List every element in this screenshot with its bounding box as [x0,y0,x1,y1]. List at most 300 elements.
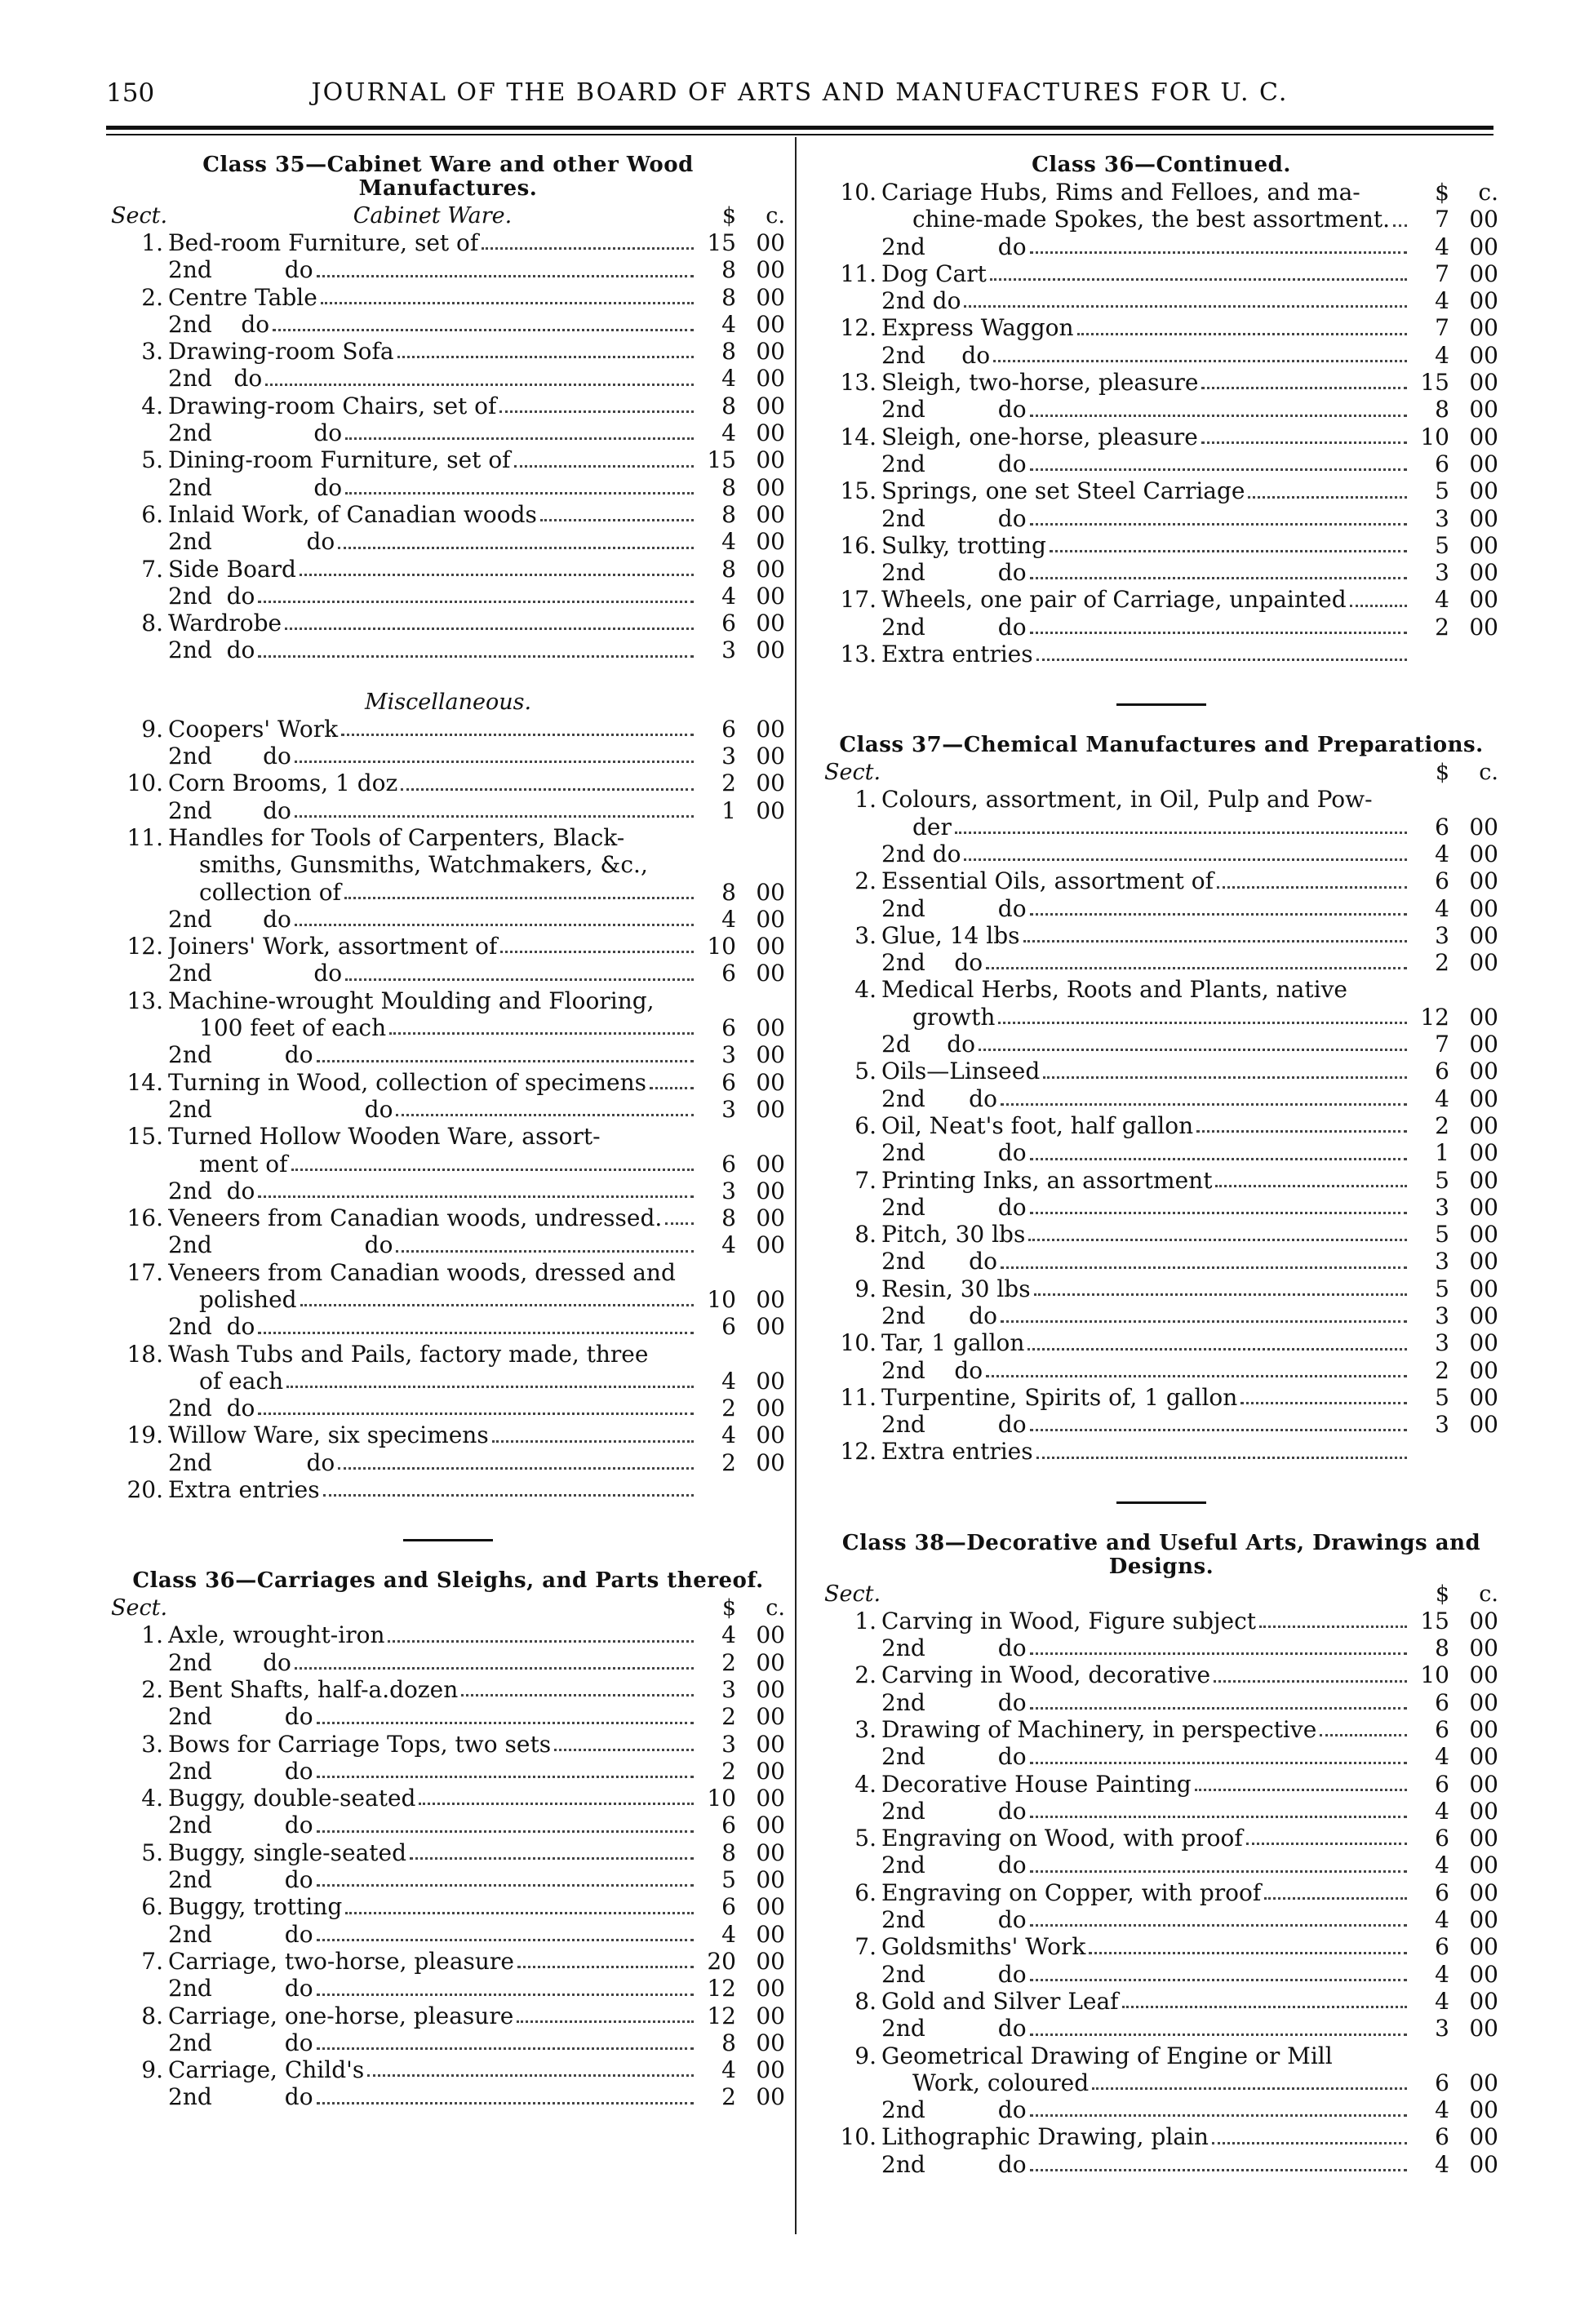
dot-leader [321,302,694,304]
dot-leader [1030,1924,1407,1927]
prize-cents: 00 [1469,2123,1498,2151]
prize-cents: 00 [756,229,785,256]
entry-description [168,284,697,311]
prize-dollars: 10 [707,933,736,960]
entry-text: Bows for Carriage Tops, two sets [168,1730,552,1758]
entry-text: 2nd do [168,1757,313,1785]
dot-leader [1001,1103,1407,1106]
entry-number: 19. [126,1421,163,1449]
dot-leader [1030,251,1407,254]
dot-leader [258,655,694,658]
entry-description [168,879,697,906]
prize-dollars: 6 [1435,1058,1449,1085]
prize-dollars: 4 [721,1621,736,1649]
column-divider [795,137,797,2234]
prize-dollars: 3 [1435,1302,1449,1329]
entry-description [168,2029,697,2056]
prize-cents: 00 [756,446,785,474]
entry-description [881,1689,1410,1716]
dot-leader [1030,1707,1407,1710]
table-row [111,1948,785,1975]
entry-number: 10. [126,769,163,797]
entry-number: 7. [854,1166,877,1194]
prize-dollars: 4 [721,582,736,610]
entry-description [881,314,1410,341]
entry-description [881,1112,1410,1139]
prize-dollars: 2 [1435,613,1449,641]
prize-cents: 00 [756,1204,785,1232]
dot-leader [1030,1870,1407,1873]
entry-text: Extra entries [881,641,1033,668]
entry-text: Extra entries [168,1476,320,1504]
entry-description [168,1341,697,1368]
prize-dollars: 8 [721,283,736,311]
table-row [824,2123,1498,2150]
entry-text: chine-made Spokes, the best assortment. [912,206,1391,233]
entry-description [168,474,697,501]
entry-description [881,2069,1410,2096]
entry-number: 16. [840,531,877,559]
entry-description [881,2042,1410,2069]
prize-cents: 00 [1469,1139,1498,1167]
entry-description [168,797,697,824]
table-row [824,1275,1498,1302]
dot-leader [345,492,694,495]
prize-cents: 00 [1469,1987,1498,2015]
entry-text: ment of [199,1150,288,1178]
table-row [111,229,785,256]
table-row [111,365,785,392]
entry-number: 8. [141,610,163,637]
table-row [111,1259,785,1286]
prize-cents: 00 [1469,2150,1498,2178]
entry-description [168,1649,697,1676]
table-row [111,1476,785,1503]
dot-leader [1023,940,1407,942]
entry-text: 2nd do [881,1356,983,1384]
dot-leader [986,967,1407,969]
entry-description [168,1921,697,1948]
dot-leader [1393,224,1407,227]
table-row [824,505,1498,532]
dot-leader [317,1776,694,1778]
prize-cents: 00 [1469,1743,1498,1771]
prize-cents: 00 [1469,1221,1498,1248]
table-row [824,1634,1498,1661]
prize-dollars: 3 [721,1177,736,1204]
header-subtitle [881,1581,1410,1608]
entry-description [881,1879,1410,1906]
entry-description [881,1988,1410,2015]
dot-leader [317,1830,694,1833]
entry-description [881,840,1410,867]
dot-leader [1195,1789,1407,1791]
prize-dollars: 4 [1435,1084,1449,1112]
entry-text: 2nd do [168,473,343,501]
table-row [111,1893,785,1920]
prize-dollars: 15 [707,229,736,256]
prize-dollars: 4 [721,905,736,933]
prize-dollars: 6 [1435,1825,1449,1852]
entry-description [168,1096,697,1123]
prize-cents: 00 [1469,1084,1498,1112]
prize-cents: 00 [1469,259,1498,287]
entry-text: Sulky, trotting [881,531,1046,559]
prize-cents: 00 [756,500,785,528]
prize-cents: 00 [1469,921,1498,949]
dot-leader [344,897,694,899]
dot-leader [295,1667,694,1670]
dot-leader [1030,523,1407,526]
dot-leader [273,329,694,331]
table-row [824,1167,1498,1194]
entry-number: 9. [854,1275,877,1302]
dot-leader [401,788,694,791]
prize-cents: 00 [756,1285,785,1313]
table-row [111,1341,785,1368]
dot-leader [1030,468,1407,471]
entry-description [881,867,1410,894]
entry-text: Drawing of Machinery, in perspective [881,1715,1317,1743]
prize-dollars: 2 [1435,1356,1449,1384]
entry-text: of each [199,1367,284,1395]
table-row [111,1758,785,1785]
table-row [824,179,1498,206]
prize-dollars: 3 [721,1041,736,1069]
dot-leader [1027,1348,1407,1350]
prize-dollars: 4 [721,365,736,393]
entry-text: 2nd do [168,1231,393,1259]
entry-description [168,1041,697,1068]
table-row [111,1866,785,1893]
entry-description [168,583,697,610]
entry-number: 7. [854,1933,877,1961]
table-row [824,2069,1498,2096]
running-head: JOURNAL OF THE BOARD OF ARTS AND MANUFACTURES FOR U. C. [311,78,1289,107]
entry-number: 10. [840,1329,877,1357]
dot-leader [317,1939,694,1941]
entry-description [168,338,697,365]
dot-leader [345,978,694,981]
entry-text: 2nd do [881,1688,1027,1716]
table-row [824,1302,1498,1329]
entry-number: 4. [854,1770,877,1798]
prize-cents: 00 [1469,840,1498,867]
entry-description [168,769,697,796]
dot-leader [345,437,694,440]
right-column [824,153,1498,2178]
prize-cents: 00 [1469,1661,1498,1689]
entry-text: 2nd do [168,743,291,770]
entry-text: 2nd do [168,1812,313,1839]
entry-number: 2. [854,1661,877,1689]
table-row [824,1004,1498,1031]
entry-description [881,1058,1410,1084]
prize-dollars: 15 [1420,1607,1449,1634]
entry-number: 20. [126,1476,163,1504]
prize-cents: 00 [1469,894,1498,922]
table-row [111,960,785,987]
prize-dollars: 8 [721,500,736,528]
entry-text: Decorative House Painting [881,1770,1192,1798]
entry-text: Veneers from Canadian woods, dressed and [168,1258,676,1286]
entry-description [168,311,697,338]
header-sect: Sect. [824,1581,881,1607]
dot-leader [341,734,694,736]
entry-text: 2nd do [881,1743,1027,1771]
header-sect: Sect. [824,760,881,786]
entry-text: Carving in Wood, Figure subject [881,1607,1257,1634]
entry-text: 2nd do [881,1906,1027,1934]
entry-description [168,1731,697,1758]
prize-cents: 00 [756,905,785,933]
entry-description [881,1634,1410,1661]
entry-text: 2nd do [168,2029,313,2056]
section-separator [1116,1501,1206,1504]
table-row [824,2042,1498,2069]
prize-cents: 00 [1469,477,1498,505]
entry-text: Drawing-room Chairs, set of [168,392,497,419]
entry-number: 3. [854,921,877,949]
page-header [106,78,1493,119]
prize-dollars: 6 [721,1014,736,1042]
prize-dollars: 15 [707,446,736,474]
table-row [111,1014,785,1041]
prize-dollars: 4 [1435,586,1449,614]
dot-leader [258,601,694,603]
prize-dollars: 2 [1435,949,1449,977]
entry-description [168,256,697,283]
prize-cents: 00 [1469,586,1498,614]
entry-text: 2nd do [881,341,991,369]
entry-description [881,505,1410,532]
prize-cents: 00 [756,1367,785,1395]
section-title: Class 38—Decorative and Useful Arts, Drawings and Designs. [841,1530,1481,1579]
prize-cents: 00 [756,555,785,583]
prize-cents: 00 [756,1648,785,1676]
dot-leader [1030,1979,1407,1981]
prize-dollars: 3 [1435,504,1449,532]
dot-leader [1196,1130,1407,1133]
entry-description [881,949,1410,976]
prize-dollars: 8 [721,1838,736,1866]
entry-number: 1. [854,786,877,814]
left-column [111,153,785,2111]
table-row [111,933,785,960]
entry-text: Tar, 1 gallon [881,1329,1025,1357]
header-rule-thick [106,126,1493,130]
prize-dollars: 4 [1435,1743,1449,1771]
table-row [824,867,1498,894]
entry-number: 10. [840,2123,877,2151]
header-sect: Sect. [111,203,168,228]
dot-leader [482,247,694,250]
entry-number: 1. [141,229,163,256]
table-row [824,314,1498,341]
prize-dollars: 6 [721,1812,736,1839]
entry-description [168,1975,697,2002]
entry-text: 2nd do [168,1177,255,1204]
entry-text: Handles for Tools of Carpenters, Black- [168,823,625,851]
table-row [111,987,785,1014]
prize-cents: 00 [1469,1607,1498,1634]
prize-cents: 00 [756,1150,785,1178]
entry-text: 2nd do [168,1866,313,1894]
entry-text: 2nd do [168,1041,313,1069]
prize-cents: 00 [756,1920,785,1948]
entry-description [168,229,697,256]
prize-cents: 00 [1469,1248,1498,1275]
prize-dollars: 3 [1435,921,1449,949]
entry-description [168,1259,697,1286]
entry-text: 2nd do [881,613,1027,641]
entry-text: 2nd do [168,2083,313,2111]
table-row [111,1839,785,1866]
entry-text: 2nd do [168,636,255,664]
prize-cents: 00 [756,1448,785,1476]
prize-cents: 00 [1469,1715,1498,1743]
prize-dollars: 8 [1435,1634,1449,1662]
prize-cents: 00 [756,1975,785,2002]
dot-leader [517,2020,694,2023]
entry-description [168,1421,697,1448]
prize-dollars: 3 [1435,1329,1449,1357]
price-section [824,1501,1498,2178]
entry-description [881,1194,1410,1221]
dot-leader [1043,1076,1407,1079]
entry-text: Essential Oils, assortment of [881,867,1214,895]
prize-cents: 00 [1469,559,1498,587]
prize-cents: 00 [1469,1031,1498,1058]
dot-leader [258,1195,694,1198]
dot-leader [388,1640,694,1643]
table-row [111,2029,785,2056]
dot-leader [1001,1266,1407,1269]
header-rule-thin [106,134,1493,135]
table-row [111,797,785,824]
header-cents: c. [1479,1581,1498,1607]
entry-number: 15. [126,1123,163,1151]
dot-leader [317,2047,694,2050]
entry-text: 2nd do [881,840,961,867]
table-row [824,1608,1498,1634]
prize-dollars: 4 [1435,1960,1449,1988]
entry-description [881,1357,1410,1384]
table-row [111,1204,785,1231]
dot-leader [1001,1320,1407,1323]
entry-text: 2nd do [881,233,1027,260]
table-row [111,2056,785,2083]
entry-description [168,1785,697,1812]
table-row [111,446,785,473]
table-row [111,1975,785,2002]
entry-description [881,641,1410,667]
entry-text: Dog Cart [881,259,987,287]
dot-leader [1030,1762,1407,1764]
entry-text: Lithographic Drawing, plain [881,2123,1209,2151]
entry-number: 10. [840,179,877,206]
header-subtitle [168,1594,697,1621]
entry-text: growth [912,1003,996,1031]
table-row [824,1438,1498,1465]
prize-cents: 00 [1469,1688,1498,1716]
entry-number: 2. [141,1675,163,1703]
header-cents: c. [766,1595,785,1621]
prize-cents: 00 [1469,1356,1498,1384]
entry-description [881,477,1410,504]
entry-number: 12. [840,1438,877,1466]
entry-number: 3. [854,1715,877,1743]
prize-dollars: 2 [721,1757,736,1785]
entry-description [881,260,1410,287]
prize-cents: 00 [1469,2069,1498,2096]
entry-description [881,1771,1410,1798]
entry-text: 100 feet of each [199,1014,387,1042]
prize-dollars: 20 [707,1947,736,1975]
table-row [111,824,785,851]
dot-leader [1030,577,1407,579]
entry-number: 11. [840,1383,877,1411]
entry-text: 2nd do [881,1248,997,1275]
entry-text: 2nd do [881,450,1027,477]
dot-leader [1034,1293,1407,1296]
entry-text: der [912,813,952,840]
entry-description [881,2015,1410,2042]
dot-leader [291,1169,694,1171]
entry-text: Carriage, one-horse, pleasure [168,2002,514,2029]
dot-leader [461,1694,694,1696]
entry-number: 13. [840,369,877,397]
entry-description [881,287,1410,314]
prize-cents: 00 [1469,287,1498,315]
table-row [824,1661,1498,1688]
table-row [111,906,785,933]
prize-dollars: $ [1435,179,1449,206]
dot-leader [500,951,694,953]
header-dollars: $ [1435,760,1449,786]
prize-cents: 00 [756,256,785,284]
prize-dollars: 4 [1435,1852,1449,1879]
entry-text: 2nd do [881,949,983,977]
table-row [111,556,785,583]
dot-leader [1122,2006,1407,2008]
table-row [824,1961,1498,1988]
prize-dollars: 3 [721,743,736,770]
entry-number: 7. [141,555,163,583]
prize-cents: 00 [756,365,785,393]
prize-dollars: 4 [1435,2096,1449,2124]
table-row [824,1743,1498,1770]
prize-cents: 00 [1469,1906,1498,1934]
table-row [111,769,785,796]
dot-leader [345,1912,694,1914]
entry-text: 2nd do [881,2096,1027,2124]
dot-leader [986,1375,1407,1377]
table-row [824,786,1498,813]
table-row [824,1716,1498,1743]
dot-leader [258,1332,694,1334]
prize-dollars: 5 [1435,1166,1449,1194]
entry-description [881,1798,1410,1825]
entry-number: 9. [854,2042,877,2069]
entry-text: 2nd do [881,1411,1027,1439]
table-row [824,1825,1498,1852]
table-row [824,450,1498,477]
entry-description [881,814,1410,840]
entry-number: 13. [840,641,877,668]
prize-cents: 00 [1469,314,1498,342]
header-subtitle [881,759,1410,786]
